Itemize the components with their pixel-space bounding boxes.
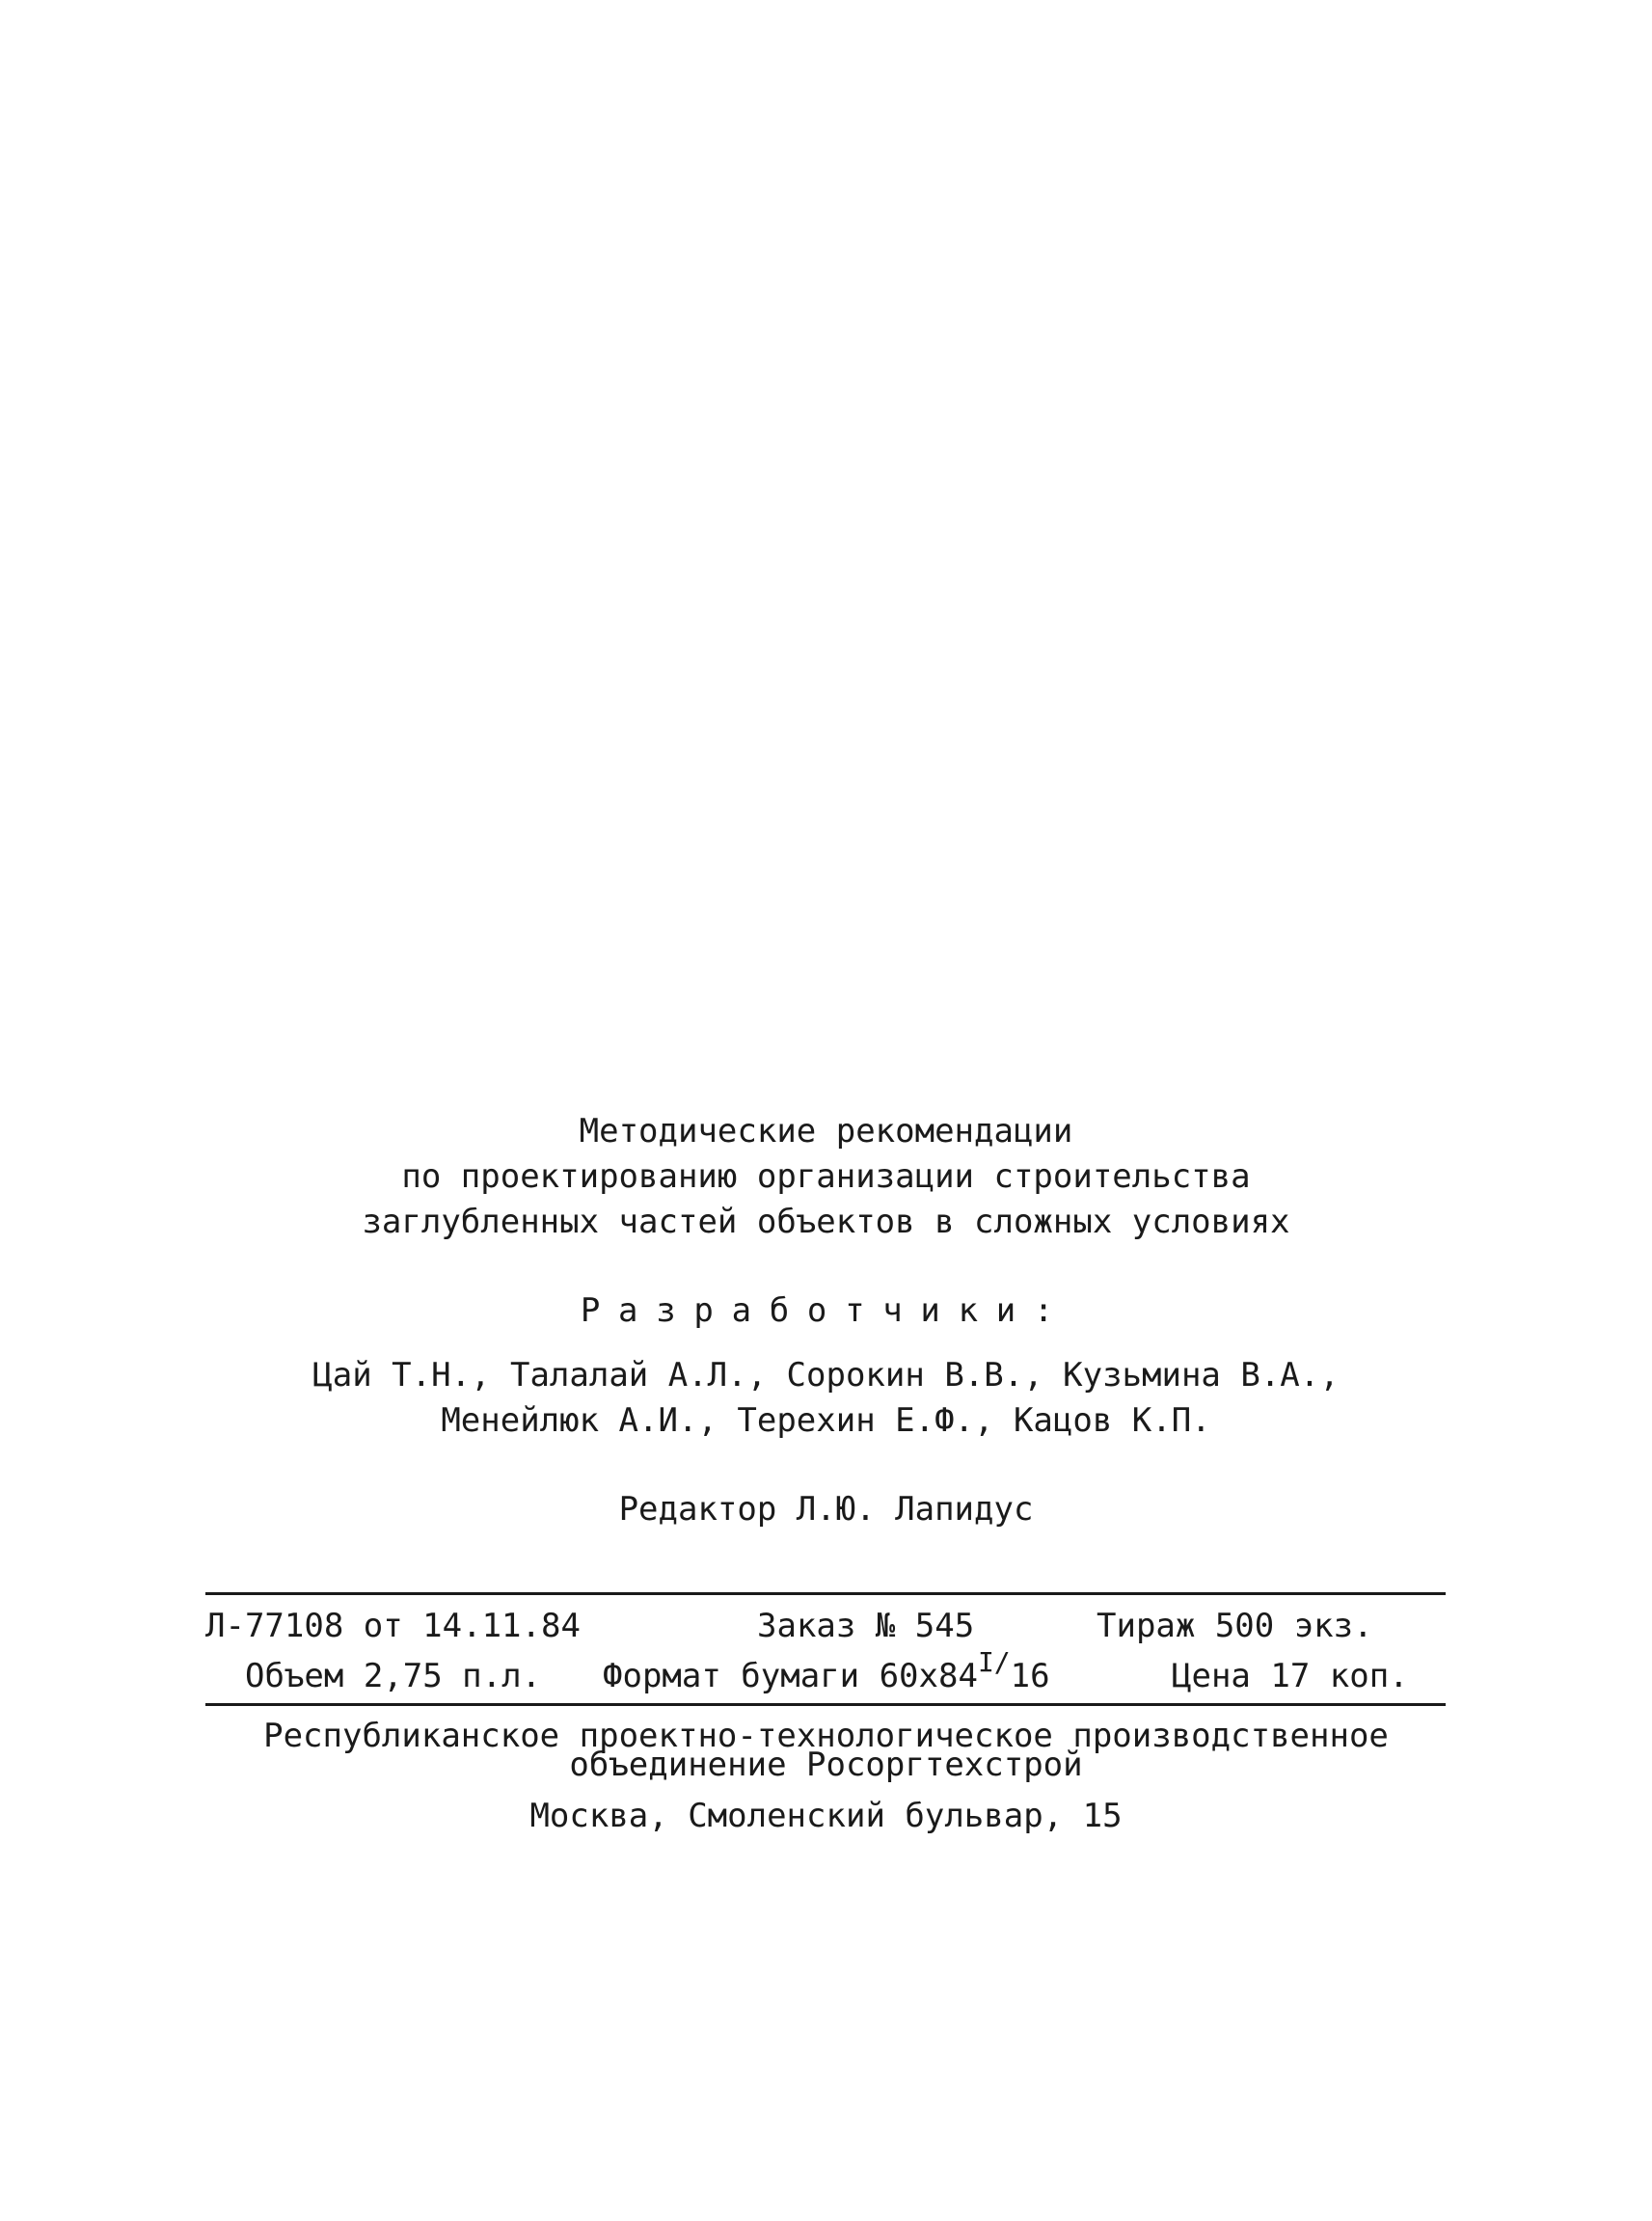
developers-names-line-1: Цай Т.Н., Талалай А.Л., Сорокин В.В., Кузьмина В.А., <box>312 1356 1340 1395</box>
top-rule <box>205 1592 1446 1595</box>
publisher-line-2: объединение Росоргтехстрой <box>569 1746 1083 1784</box>
print-run: Тираж 500 экз. <box>1097 1607 1373 1645</box>
paper-format-prefix: Формат бумаги 60x84 <box>603 1657 978 1695</box>
editor-line: Редактор Л.Ю. Лапидус <box>618 1490 1034 1529</box>
volume: Объем 2,75 п.л. <box>245 1657 542 1695</box>
publisher-address: Москва, Смоленский бульвар, 15 <box>529 1797 1123 1835</box>
title-line-2: по проектированию организации строительства <box>401 1157 1251 1196</box>
price: Цена 17 коп. <box>1172 1657 1409 1695</box>
paper-format-denominator: 16 <box>1010 1657 1050 1695</box>
developers-heading: Разработчики: <box>580 1291 1072 1330</box>
publisher-line-1: Республиканское проектно-технологическое производственное <box>263 1717 1389 1755</box>
title-line-1: Методические рекомендации <box>579 1112 1073 1151</box>
order-number: Заказ № 545 <box>757 1607 975 1645</box>
license-number: Л-77108 от 14.11.84 <box>205 1607 581 1645</box>
developers-names-line-2: Менейлюк А.И., Терехин Е.Ф., Кацов К.П. <box>441 1401 1211 1440</box>
title-line-3: заглубленных частей объектов в сложных условиях <box>362 1203 1290 1241</box>
paper-format-numerator: I/ <box>977 1646 1011 1678</box>
bottom-rule <box>205 1703 1446 1706</box>
paper-format <box>603 1646 1050 1697</box>
